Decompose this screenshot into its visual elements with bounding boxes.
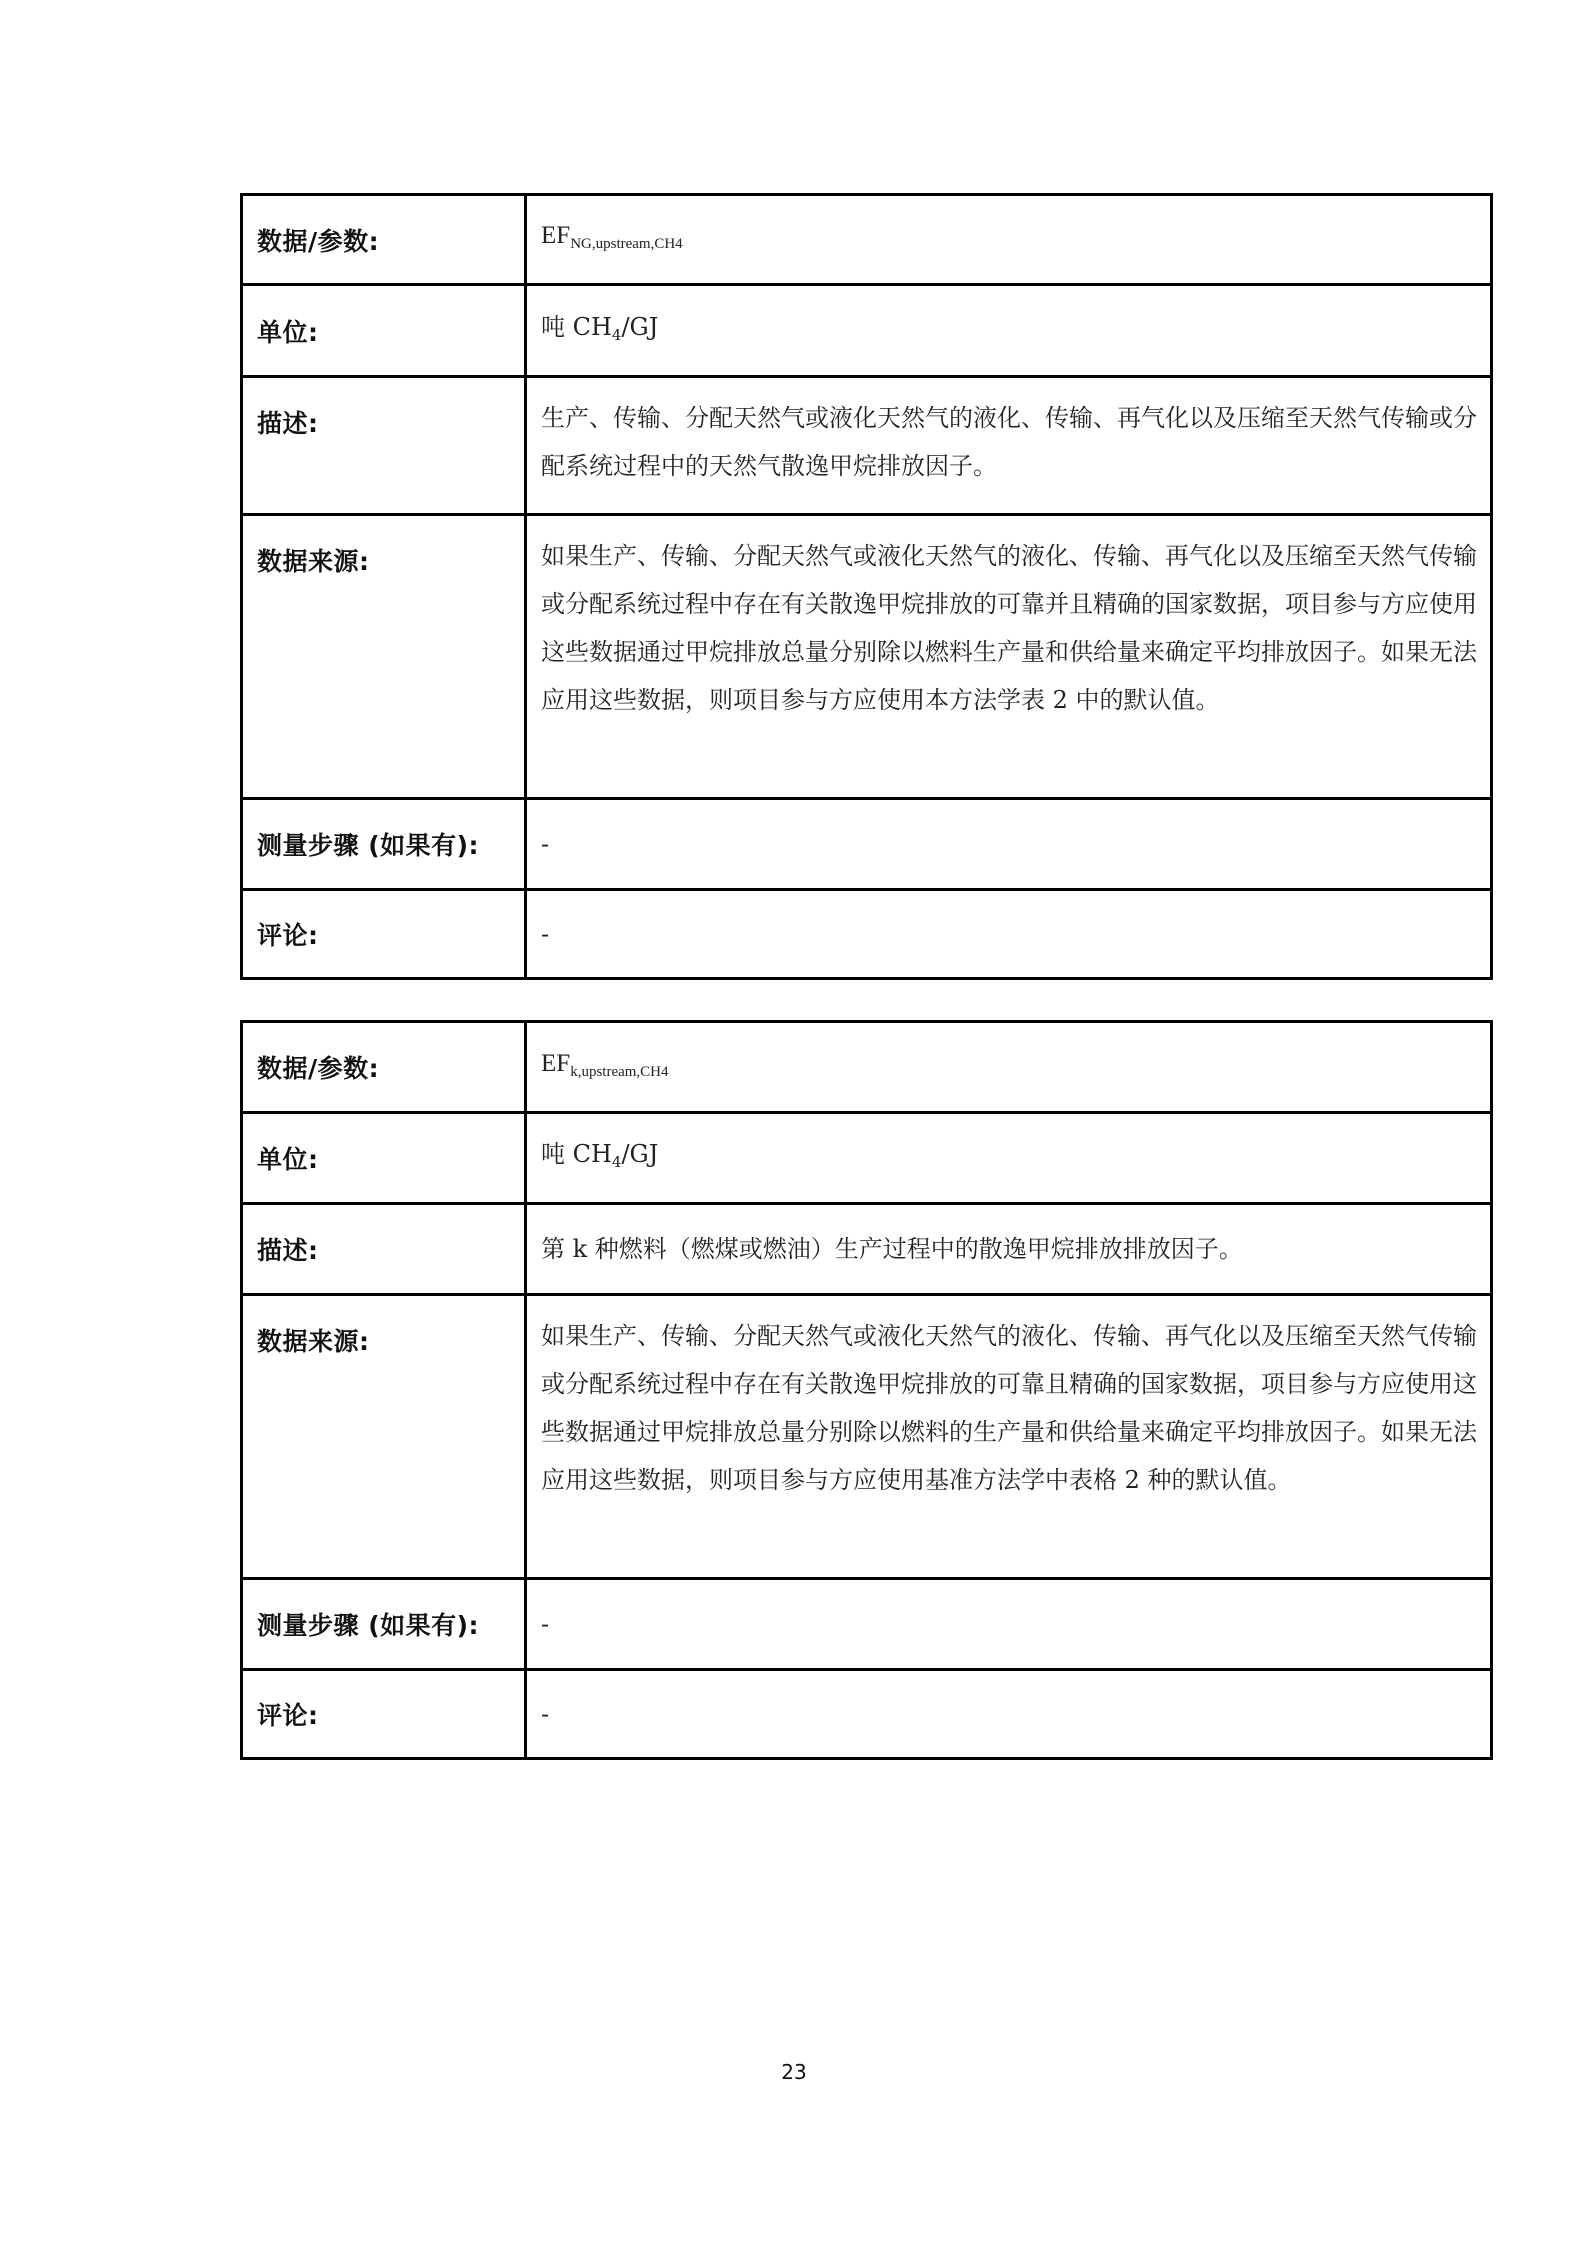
label-data-source: 数据来源: xyxy=(242,515,526,799)
label-measurement: 测量步骤 (如果有): xyxy=(242,799,526,890)
unit-prefix: 吨 CH xyxy=(541,1140,612,1168)
parameter-table-k-upstream xyxy=(240,1020,1493,1760)
value-data-source: 如果生产、传输、分配天然气或液化天然气的液化、传输、再气化以及压缩至天然气传输或分配系统过程中存在有关散逸甲烷排放的可靠并且精确的国家数据，项目参与方应使用这些数据通过甲烷排放总量分别除以燃料生产量和供给量来确定平均排放因子。如果无法应用这些数据，则项目参与方应使用本方法学表 2 中的默认值。 xyxy=(526,515,1492,799)
row-data-source xyxy=(242,515,1492,799)
value-description: 第 k 种燃料（燃煤或燃油）生产过程中的散逸甲烷排放排放因子。 xyxy=(526,1204,1492,1295)
row-measurement xyxy=(242,1579,1492,1670)
value-parameter xyxy=(526,195,1492,285)
symbol-main: EF xyxy=(541,1049,571,1077)
label-parameter: 数据/参数: xyxy=(242,195,526,285)
row-parameter xyxy=(242,195,1492,285)
value-data-source: 如果生产、传输、分配天然气或液化天然气的液化、传输、再气化以及压缩至天然气传输或分配系统过程中存在有关散逸甲烷排放的可靠且精确的国家数据，项目参与方应使用这些数据通过甲烷排放总量分别除以燃料的生产量和供给量来确定平均排放因子。如果无法应用这些数据，则项目参与方应使用基准方法学中表格 2 种的默认值。 xyxy=(526,1295,1492,1579)
value-unit xyxy=(526,285,1492,377)
row-unit xyxy=(242,1113,1492,1204)
label-comment: 评论: xyxy=(242,1670,526,1759)
row-parameter xyxy=(242,1022,1492,1113)
parameter-table-ng-upstream xyxy=(240,193,1493,980)
symbol-main: EF xyxy=(541,222,571,249)
value-comment: - xyxy=(526,1670,1492,1759)
unit-subscript: 4 xyxy=(611,1153,622,1171)
unit-subscript: 4 xyxy=(611,325,622,344)
row-measurement xyxy=(242,799,1492,890)
label-unit: 单位: xyxy=(242,1113,526,1204)
label-parameter: 数据/参数: xyxy=(242,1022,526,1113)
unit-suffix: /GJ xyxy=(621,1140,659,1168)
page-number: 23 xyxy=(781,2060,807,2084)
unit-suffix: /GJ xyxy=(621,312,659,341)
row-description xyxy=(242,1204,1492,1295)
symbol-subscript: NG,upstream,CH4 xyxy=(570,236,683,252)
row-comment xyxy=(242,1670,1492,1759)
label-description: 描述: xyxy=(242,1204,526,1295)
label-comment: 评论: xyxy=(242,890,526,979)
label-description: 描述: xyxy=(242,377,526,515)
value-description: 生产、传输、分配天然气或液化天然气的液化、传输、再气化以及压缩至天然气传输或分配系统过程中的天然气散逸甲烷排放因子。 xyxy=(526,377,1492,515)
value-comment: - xyxy=(526,890,1492,979)
row-description xyxy=(242,377,1492,515)
unit-prefix: 吨 CH xyxy=(541,312,612,341)
value-parameter xyxy=(526,1022,1492,1113)
row-comment xyxy=(242,890,1492,979)
label-unit: 单位: xyxy=(242,285,526,377)
label-data-source: 数据来源: xyxy=(242,1295,526,1579)
value-measurement: - xyxy=(526,799,1492,890)
value-measurement: - xyxy=(526,1579,1492,1670)
label-measurement: 测量步骤 (如果有): xyxy=(242,1579,526,1670)
row-unit xyxy=(242,285,1492,377)
row-data-source xyxy=(242,1295,1492,1579)
symbol-subscript: k,upstream,CH4 xyxy=(570,1063,669,1080)
value-unit xyxy=(526,1113,1492,1204)
